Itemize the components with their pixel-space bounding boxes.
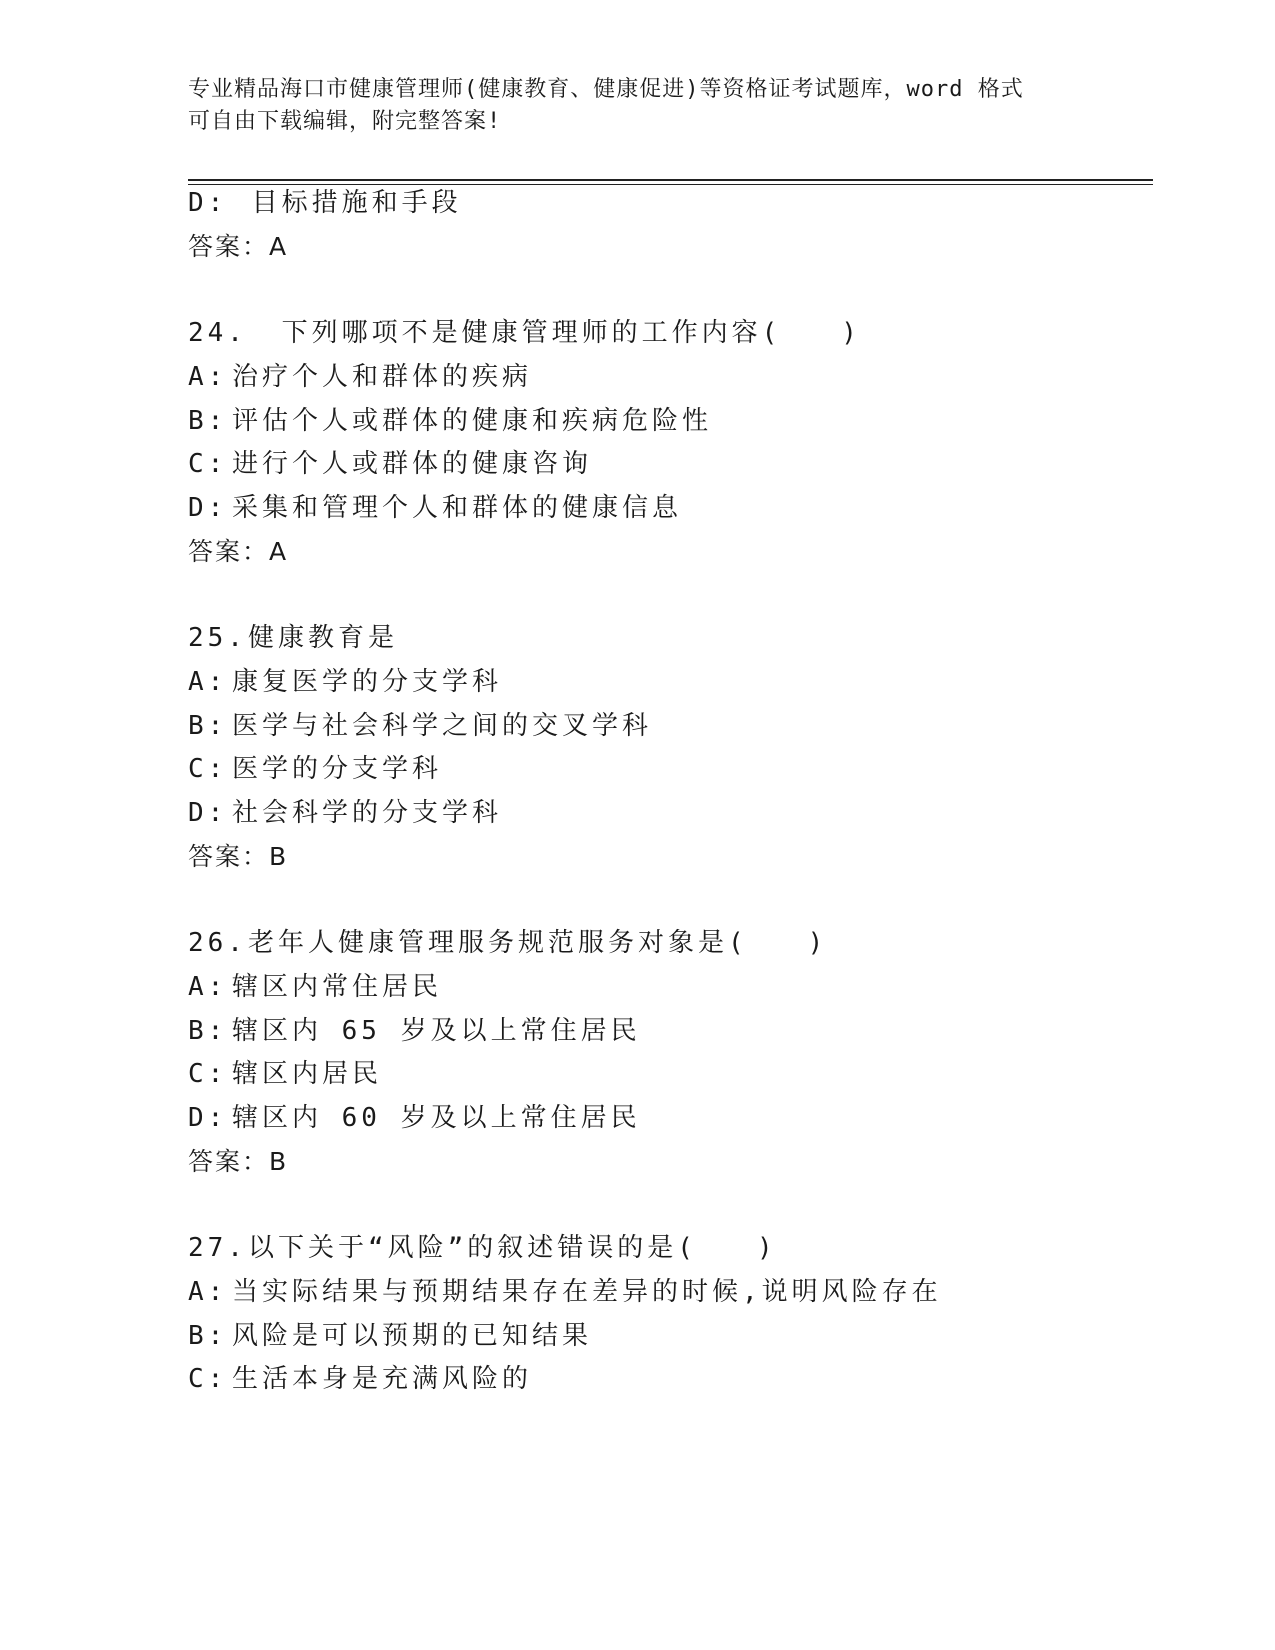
question-24: [188, 316, 861, 350]
document-header: [188, 74, 1088, 138]
option-text: 生活本身是充满风险的: [232, 1364, 533, 1394]
question-number: 26.: [188, 928, 247, 958]
option-label: B:: [188, 711, 228, 741]
option-label: A:: [188, 972, 228, 1002]
q24-option-b: [188, 404, 712, 438]
question-text: 健康教育是: [248, 623, 399, 653]
option-text: 社会科学的分支学科: [232, 798, 503, 828]
q24-option-d: [188, 491, 682, 525]
option-text: 当实际结果与预期结果存在差异的时候,说明风险存在: [232, 1277, 942, 1307]
q26-option-d: [188, 1101, 641, 1135]
question-25: [188, 621, 398, 655]
option-text: 风险是可以预期的已知结果: [232, 1321, 593, 1351]
option-label: B:: [188, 406, 228, 436]
option-text: 评估个人或群体的健康和疾病危险性: [232, 406, 713, 436]
q25-option-d: [188, 796, 502, 830]
option-text: 医学的分支学科: [232, 754, 443, 784]
option-label: C:: [188, 1364, 228, 1394]
option-text: 治疗个人和群体的疾病: [232, 362, 533, 392]
option-text: 辖区内常住居民: [232, 972, 443, 1002]
option-label: A:: [188, 667, 228, 697]
question-number: 27.: [188, 1233, 247, 1263]
q25-answer: 答案：B: [188, 842, 289, 871]
option-text: 辖区内 65 岁及以上常住居民: [232, 1016, 641, 1046]
option-label: A:: [188, 362, 228, 392]
header-line-1: 专业精品海口市健康管理师(健康教育、健康促进)等资格证考试题库，word 格式: [188, 77, 1024, 102]
q24-option-c: [188, 447, 592, 481]
option-label: B:: [188, 1321, 228, 1351]
question-number: 24.: [188, 318, 247, 348]
q25-option-b: [188, 709, 652, 743]
option-label: A:: [188, 1277, 228, 1307]
q26-answer: 答案：B: [188, 1147, 289, 1176]
option-text: 医学与社会科学之间的交叉学科: [232, 711, 653, 741]
question-number: 25.: [188, 623, 247, 653]
q25-option-c: [188, 752, 442, 786]
option-label: D:: [188, 1103, 228, 1133]
option-text: 采集和管理个人和群体的健康信息: [232, 493, 683, 523]
option-label: B:: [188, 1016, 228, 1046]
question-text: 老年人健康管理服务规范服务对象是( ): [248, 928, 828, 958]
q27-option-c: [188, 1362, 532, 1396]
option-text: 康复医学的分支学科: [232, 667, 503, 697]
header-rule-thick: [188, 179, 1153, 181]
prev-option-d: [188, 186, 462, 220]
option-text: 进行个人或群体的健康咨询: [232, 449, 593, 479]
option-label: C:: [188, 1059, 228, 1089]
q26-option-c: [188, 1057, 382, 1091]
option-label: C:: [188, 754, 228, 784]
q24-answer: 答案：A: [188, 537, 289, 566]
option-text: 辖区内居民: [232, 1059, 383, 1089]
option-label: D:: [188, 493, 228, 523]
question-27: [188, 1231, 777, 1265]
option-label: D:: [188, 798, 228, 828]
header-rule-thin: [188, 184, 1153, 185]
q26-option-b: [188, 1014, 641, 1048]
q27-option-a: [188, 1275, 942, 1309]
question-text: 下列哪项不是健康管理师的工作内容( ): [262, 318, 861, 348]
prev-answer: 答案：A: [188, 232, 289, 261]
question-text: 以下关于“风险”的叙述错误的是( ): [248, 1233, 777, 1263]
option-text: 目标措施和手段: [232, 188, 462, 218]
q25-option-a: [188, 665, 502, 699]
question-26: [188, 926, 827, 960]
q26-option-a: [188, 970, 442, 1004]
header-line-2: 可自由下载编辑，附完整答案!: [188, 109, 502, 134]
q24-option-a: [188, 360, 532, 394]
option-text: 辖区内 60 岁及以上常住居民: [232, 1103, 641, 1133]
option-label: D:: [188, 188, 228, 218]
q27-option-b: [188, 1319, 592, 1353]
option-label: C:: [188, 449, 228, 479]
